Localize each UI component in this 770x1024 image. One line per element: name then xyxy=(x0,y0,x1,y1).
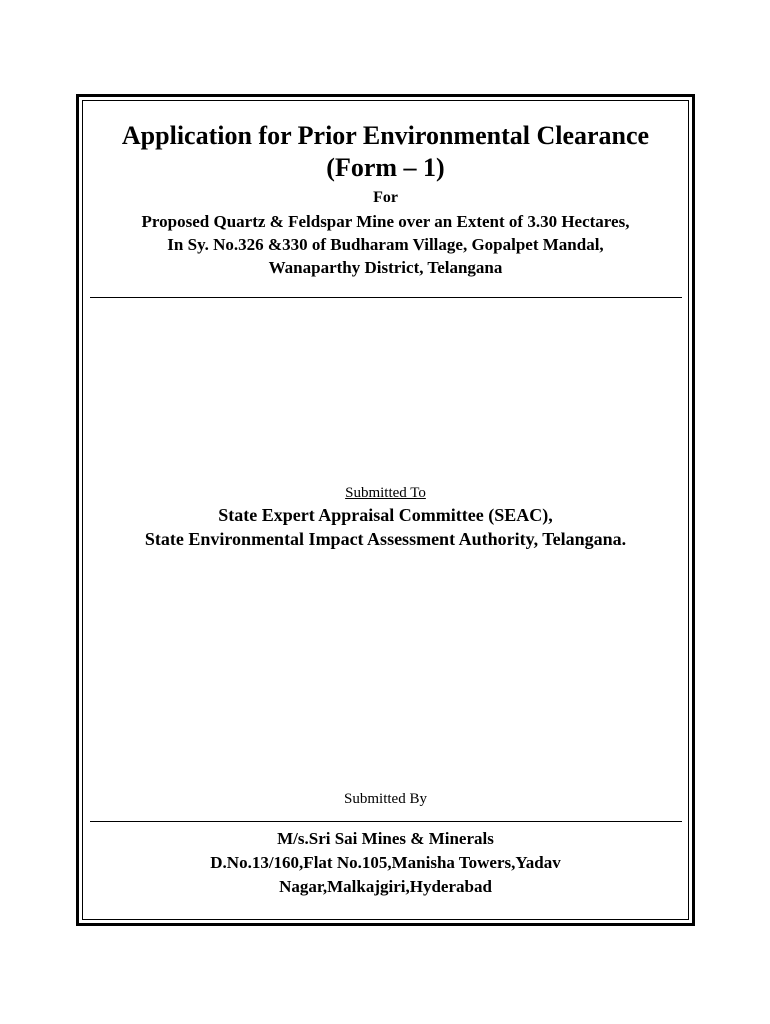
authority-committee: State Expert Appraisal Committee (SEAC), xyxy=(218,505,553,525)
project-district-line: Wanaparthy District, Telangana xyxy=(268,258,503,277)
applicant-name: M/s.Sri Sai Mines & Minerals xyxy=(277,829,494,848)
project-location-line: In Sy. No.326 &330 of Budharam Village, Gopalpet Mandal, xyxy=(167,235,604,254)
authority-name: State Environmental Impact Assessment Authority, Telangana. xyxy=(144,529,627,549)
applicant-divider xyxy=(90,821,682,822)
document-title: Application for Prior Environmental Clearance xyxy=(121,121,650,150)
submitted-to-label: Submitted To xyxy=(345,485,426,501)
cover-content xyxy=(86,104,685,916)
applicant-address-line1: D.No.13/160,Flat No.105,Manisha Towers,Yadav xyxy=(210,853,561,872)
project-description-line: Proposed Quartz & Feldspar Mine over an Extent of 3.30 Hectares, xyxy=(141,212,630,231)
form-number: (Form – 1) xyxy=(326,153,445,182)
header-divider xyxy=(90,297,682,298)
applicant-address-line2: Nagar,Malkajgiri,Hyderabad xyxy=(279,877,492,896)
for-label: For xyxy=(373,189,398,206)
submitted-by-label: Submitted By xyxy=(344,791,427,807)
